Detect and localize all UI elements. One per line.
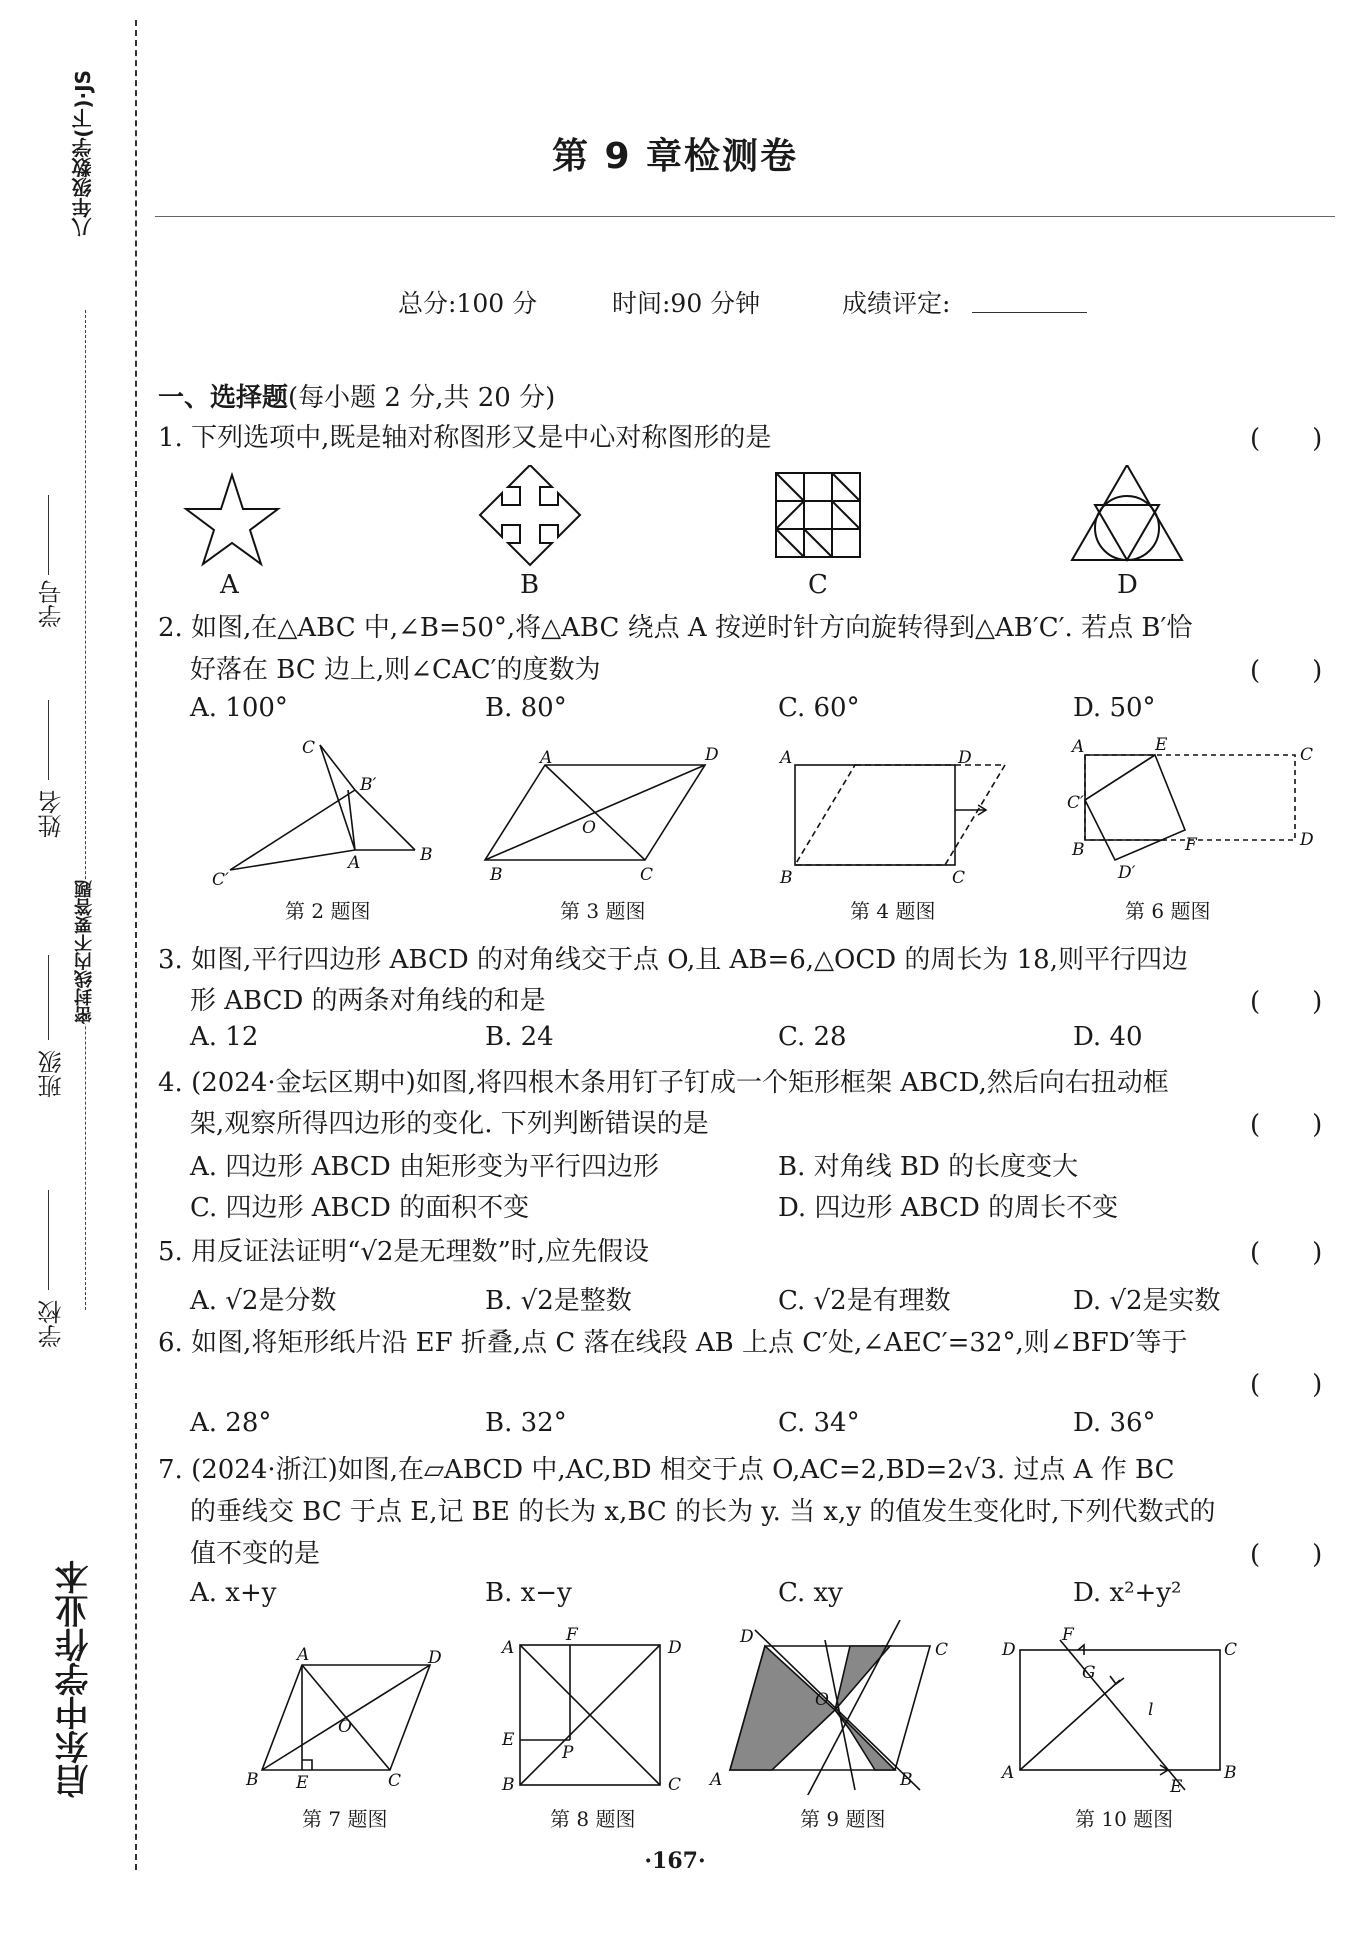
svg-text:D: D [705,745,719,765]
fig4-caption: 第 4 题图 [850,899,936,923]
q6-option-d[interactable]: D. 36° [1073,1408,1156,1438]
cross-arrow-figure [480,465,580,565]
q3-option-c[interactable]: C. 28 [778,1022,847,1052]
svg-text:B′: B′ [360,775,377,795]
name-field-label: 姓名 [38,790,66,838]
q7-option-d[interactable]: D. x²+y² [1073,1578,1182,1608]
svg-text:B: B [490,865,503,885]
q4-option-c[interactable]: C. 四边形 ABCD 的面积不变 [190,1193,530,1223]
section-note: (每小题 2 分,共 20 分) [288,383,556,413]
q5-line1: 5. 用反证法证明“√2是无理数”时,应先假设 [158,1237,650,1267]
seal-notice: 密封线内不要答题 [72,880,98,1024]
school-field-line[interactable] [48,1190,49,1290]
q7-line1: 7. (2024·浙江)如图,在▱ABCD 中,AC,BD 相交于点 O,AC=2,BD=2√3. 过点 A 作 BC [158,1455,1175,1485]
svg-text:D: D [1300,830,1314,850]
svg-text:B: B [780,868,793,888]
q3-option-a[interactable]: A. 12 [190,1022,259,1052]
q1-label-a[interactable]: A [220,570,239,600]
grade-label: 成绩评定: [842,289,951,318]
fig9-caption: 第 9 题图 [800,1807,886,1831]
q5-option-d[interactable]: D. √2是实数 [1073,1286,1221,1316]
svg-text:D: D [740,1627,754,1647]
q1-answer-paren[interactable]: ( ) [1250,424,1323,454]
grade-blank[interactable] [972,312,1087,313]
brand-label: 启东中学作业本 [55,1560,95,1798]
shaded-region-bottom [835,1710,895,1770]
q4-answer-paren[interactable]: ( ) [1250,1110,1323,1140]
svg-text:C: C [302,738,316,758]
name-field-line[interactable] [48,700,49,780]
q5-option-c[interactable]: C. √2是有理数 [778,1286,951,1316]
svg-text:B: B [1224,1763,1237,1783]
svg-text:A: A [297,1645,310,1665]
svg-text:E: E [296,1773,309,1793]
number-field-line[interactable] [48,495,49,575]
q6-line1: 6. 如图,将矩形纸片沿 EF 折叠,点 C 落在线段 AB 上点 C′处,∠AEC′=32°,则∠BFD′等于 [158,1328,1188,1358]
q6-option-c[interactable]: C. 34° [778,1408,860,1438]
time-limit: 时间:90 分钟 [612,289,761,318]
svg-text:A: A [540,748,553,768]
svg-text:A: A [710,1770,723,1790]
q4-option-d[interactable]: D. 四边形 ABCD 的周长不变 [778,1193,1119,1223]
svg-text:D: D [958,748,972,768]
svg-text:D: D [668,1638,682,1658]
svg-text:A: A [348,853,361,873]
svg-text:C: C [668,1775,682,1795]
figures-row1 [210,735,1320,890]
svg-text:E: E [1155,735,1168,755]
total-score: 总分:100 分 [398,289,538,318]
title-divider [155,216,1335,217]
fig7-caption: 第 7 题图 [302,1807,388,1831]
svg-text:P: P [562,1743,574,1763]
svg-text:C: C [1224,1640,1238,1660]
q4-line1: 4. (2024·金坛区期中)如图,将四根木条用钉子钉成一个矩形框架 ABCD,然后向右扭动框 [158,1068,1169,1098]
svg-text:C: C [640,865,654,885]
fig6-caption: 第 6 题图 [1125,899,1211,923]
number-field-label: 学号 [38,580,66,628]
svg-text:C: C [952,868,966,888]
q2-line2: 好落在 BC 边上,则∠CAC′的度数为 [190,655,601,685]
class-field-label: 班级 [38,1050,66,1098]
svg-text:B: B [420,845,433,865]
book-label: 八年级数学(下)·JS [71,70,95,238]
figures-row2 [240,1620,1270,1795]
q5-option-a[interactable]: A. √2是分数 [190,1286,337,1316]
q4-option-b[interactable]: B. 对角线 BD 的长度变大 [778,1152,1079,1182]
q5-answer-paren[interactable]: ( ) [1250,1238,1323,1268]
q2-line1: 2. 如图,在△ABC 中,∠B=50°,将△ABC 绕点 A 按逆时针方向旋转得到△AB′C′. 若点 B′恰 [158,613,1193,643]
q4-line2: 架,观察所得四边形的变化. 下列判断错误的是 [190,1109,709,1139]
fig3-caption: 第 3 题图 [560,899,646,923]
q1-figures [170,465,1220,610]
svg-text:B: B [1072,840,1085,860]
q1-label-d[interactable]: D [1117,570,1138,600]
svg-text:B: B [502,1775,515,1795]
q2-option-a[interactable]: A. 100° [190,693,288,723]
svg-text:F: F [566,1625,578,1645]
svg-text:O: O [338,1717,352,1737]
binding-dashed-line [135,20,137,1870]
q6-option-a[interactable]: A. 28° [190,1408,272,1438]
svg-text:A: A [1002,1763,1015,1783]
figure-4 [795,765,1005,865]
figure-2 [230,745,415,870]
q2-answer-paren[interactable]: ( ) [1250,656,1323,686]
fig8-caption: 第 8 题图 [550,1807,636,1831]
q7-line3: 值不变的是 [190,1539,321,1569]
figure-3 [485,765,705,860]
svg-text:O: O [815,1690,829,1710]
q6-option-b[interactable]: B. 32° [485,1408,567,1438]
figure-9 [730,1620,930,1795]
q2-option-d[interactable]: D. 50° [1073,693,1156,723]
figure-10 [1020,1640,1220,1790]
q1-label-c[interactable]: C [808,570,828,600]
svg-text:C′: C′ [1067,793,1084,813]
q6-answer-paren[interactable]: ( ) [1250,1370,1323,1400]
section-heading [158,378,555,418]
q3-option-b[interactable]: B. 24 [485,1022,554,1052]
q2-option-b[interactable]: B. 80° [485,693,567,723]
svg-text:l: l [1148,1700,1154,1720]
q1-stem: 1. 下列选项中,既是轴对称图形又是中心对称图形的是 [158,423,772,453]
q7-option-c[interactable]: C. xy [778,1578,843,1608]
svg-text:D: D [1002,1640,1016,1660]
q1-label-b[interactable]: B [520,570,540,600]
svg-text:E: E [1170,1777,1183,1795]
svg-text:C′: C′ [212,870,229,890]
q3-answer-paren[interactable]: ( ) [1250,987,1323,1017]
svg-text:D′: D′ [1118,863,1136,883]
svg-text:C: C [935,1640,949,1660]
q7-option-b[interactable]: B. x−y [485,1578,572,1608]
tiled-square-figure [776,473,860,557]
svg-text:B: B [900,1770,913,1790]
triangle-circle-figure [1072,465,1182,560]
q2-option-c[interactable]: C. 60° [778,693,860,723]
star-figure [186,475,278,564]
svg-text:G: G [1082,1663,1096,1683]
svg-text:F: F [1185,835,1197,855]
seal-dashed-line [85,310,86,1310]
svg-text:E: E [502,1730,515,1750]
q7-line2: 的垂线交 BC 于点 E,记 BE 的长为 x,BC 的长为 y. 当 x,y 的值发生变化时,下列代数式的 [190,1497,1216,1527]
svg-text:C: C [388,1771,402,1791]
svg-text:A: A [1072,737,1085,757]
svg-text:B: B [246,1770,259,1790]
svg-text:A: A [780,748,793,768]
svg-text:A: A [502,1638,515,1658]
q7-answer-paren[interactable]: ( ) [1250,1540,1323,1570]
class-field-line[interactable] [48,955,49,1040]
q3-line1: 3. 如图,平行四边形 ABCD 的对角线交于点 O,且 AB=6,△OCD 的周长为 18,则平行四边 [158,945,1188,975]
page-number: ·167· [644,1848,706,1874]
svg-text:D: D [428,1648,442,1668]
section-title: 一、选择题 [158,383,289,413]
q7-option-a[interactable]: A. x+y [190,1578,277,1608]
q3-option-d[interactable]: D. 40 [1073,1022,1143,1052]
figure-8 [520,1645,660,1785]
svg-text:F: F [1062,1625,1074,1645]
page-title: 第 9 章检测卷 [551,136,799,177]
fig2-caption: 第 2 题图 [285,899,371,923]
svg-text:O: O [582,818,596,838]
q3-line2: 形 ABCD 的两条对角线的和是 [190,986,546,1016]
q5-option-b[interactable]: B. √2是整数 [485,1286,632,1316]
fig10-caption: 第 10 题图 [1075,1807,1174,1831]
school-field-label: 学校 [38,1300,66,1348]
q4-option-a[interactable]: A. 四边形 ABCD 由矩形变为平行四边形 [190,1152,659,1182]
svg-text:C: C [1300,745,1314,765]
